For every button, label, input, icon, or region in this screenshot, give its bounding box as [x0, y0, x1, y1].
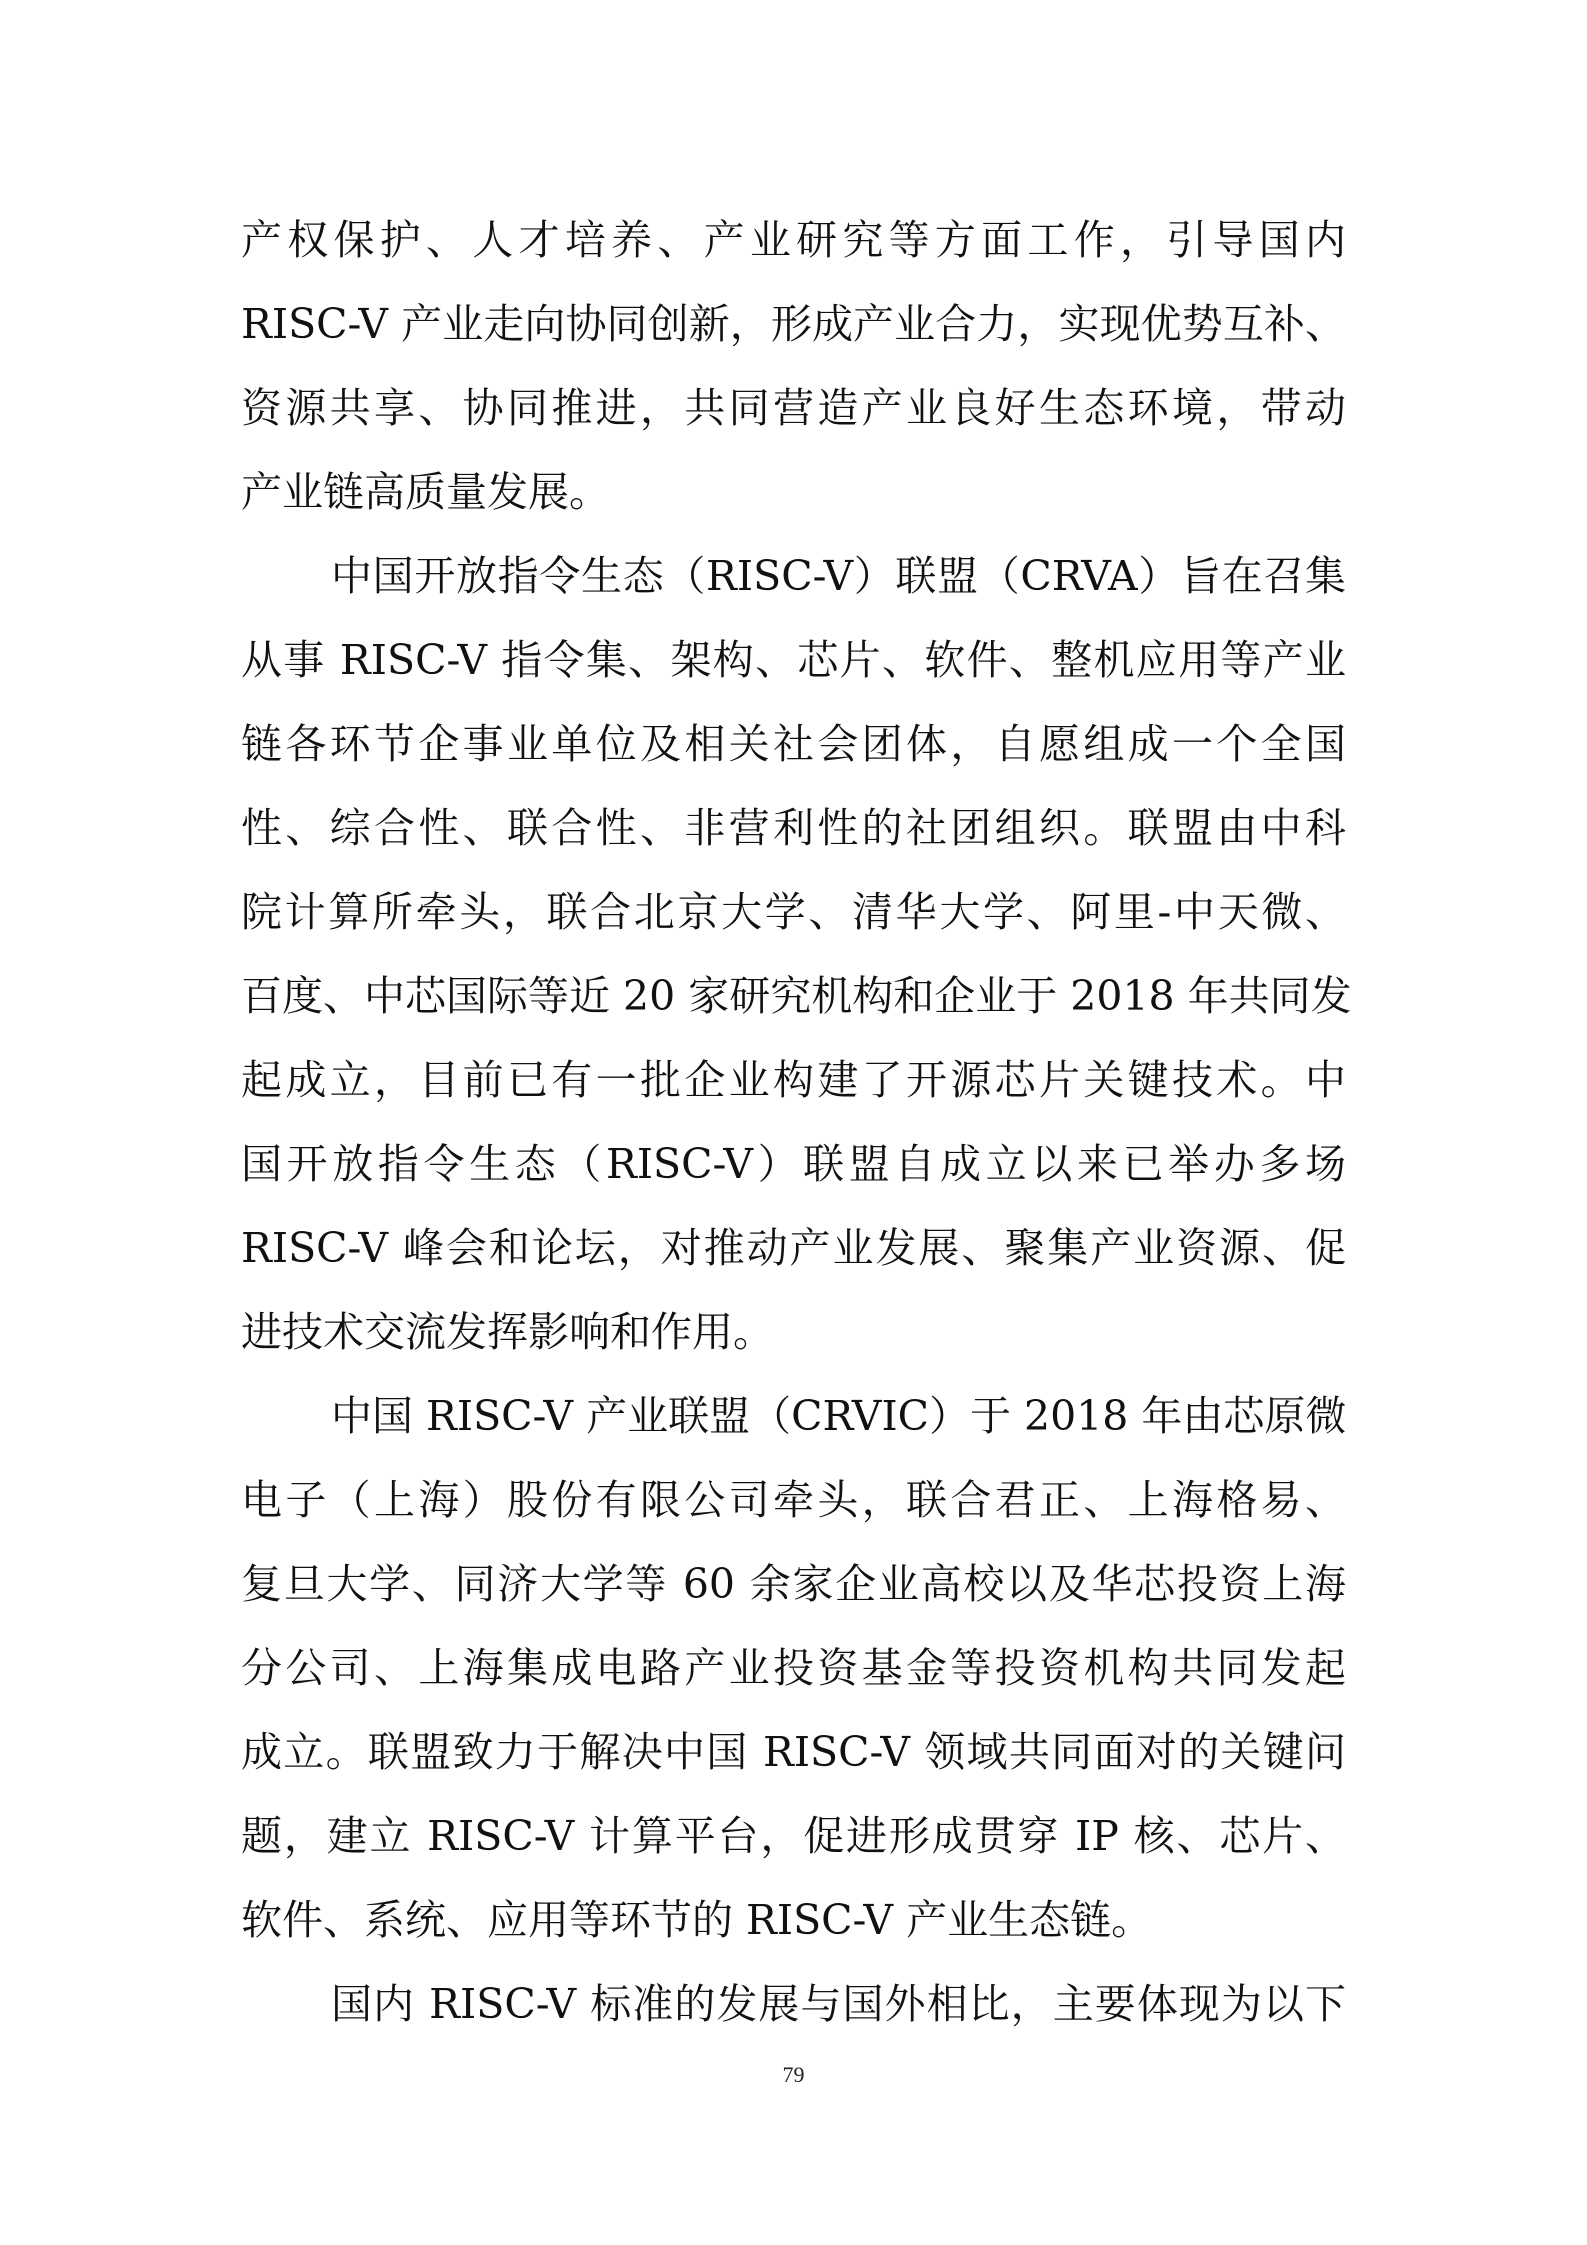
text-line: RISC-V 峰会和论坛，对推动产业发展、聚集产业资源、促: [241, 1224, 1346, 1272]
text-line: 资源共享、协同推进，共同营造产业良好生态环境，带动: [241, 384, 1346, 432]
text-line: 从事 RISC-V 指令集、架构、芯片、软件、整机应用等产业: [241, 636, 1346, 684]
text-line: 国开放指令生态（RISC-V）联盟自成立以来已举办多场: [241, 1140, 1346, 1188]
text-line: 分公司、上海集成电路产业投资基金等投资机构共同发起: [241, 1644, 1346, 1692]
page-body: [241, 198, 1352, 2046]
text-line: 进技术交流发挥影响和作用。: [241, 1308, 774, 1356]
text-line: 中国 RISC-V 产业联盟（CRVIC）于 2018 年由芯原微: [331, 1392, 1347, 1440]
paragraph-crva: [241, 534, 1352, 1374]
text-line: 题，建立 RISC-V 计算平台，促进形成贯穿 IP 核、芯片、: [241, 1812, 1346, 1860]
text-line: 链各环节企事业单位及相关社会团体，自愿组成一个全国: [241, 720, 1346, 768]
text-line: 性、综合性、联合性、非营利性的社团组织。联盟由中科: [241, 804, 1346, 852]
text-line: 国内 RISC-V 标准的发展与国外相比，主要体现为以下: [331, 1980, 1346, 2028]
text-line: 电子（上海）股份有限公司牵头，联合君正、上海格易、: [241, 1476, 1346, 1524]
text-line: 中国开放指令生态（RISC-V）联盟（CRVA）旨在召集: [331, 552, 1346, 600]
paragraph-domestic-standards: [241, 1962, 1346, 2046]
text-line: 产业链高质量发展。: [241, 468, 610, 516]
paragraph-continued: [241, 198, 1346, 534]
text-line: 起成立，目前已有一批企业构建了开源芯片关键技术。中: [241, 1056, 1346, 1104]
text-line: 复旦大学、同济大学等 60 余家企业高校以及华芯投资上海: [241, 1560, 1346, 1608]
text-line: 院计算所牵头，联合北京大学、清华大学、阿里-中天微、: [241, 888, 1346, 936]
paragraph-crvic: [241, 1374, 1346, 1962]
text-line: RISC-V 产业走向协同创新，形成产业合力，实现优势互补、: [241, 300, 1346, 348]
text-line: 百度、中芯国际等近 20 家研究机构和企业于 2018 年共同发: [241, 972, 1352, 1020]
page-number: 79: [782, 2062, 805, 2087]
text-line: 成立。联盟致力于解决中国 RISC-V 领域共同面对的关键问: [241, 1728, 1346, 1776]
text-line: 产权保护、人才培养、产业研究等方面工作，引导国内: [241, 216, 1346, 264]
text-line: 软件、系统、应用等环节的 RISC-V 产业生态链。: [241, 1896, 1153, 1944]
